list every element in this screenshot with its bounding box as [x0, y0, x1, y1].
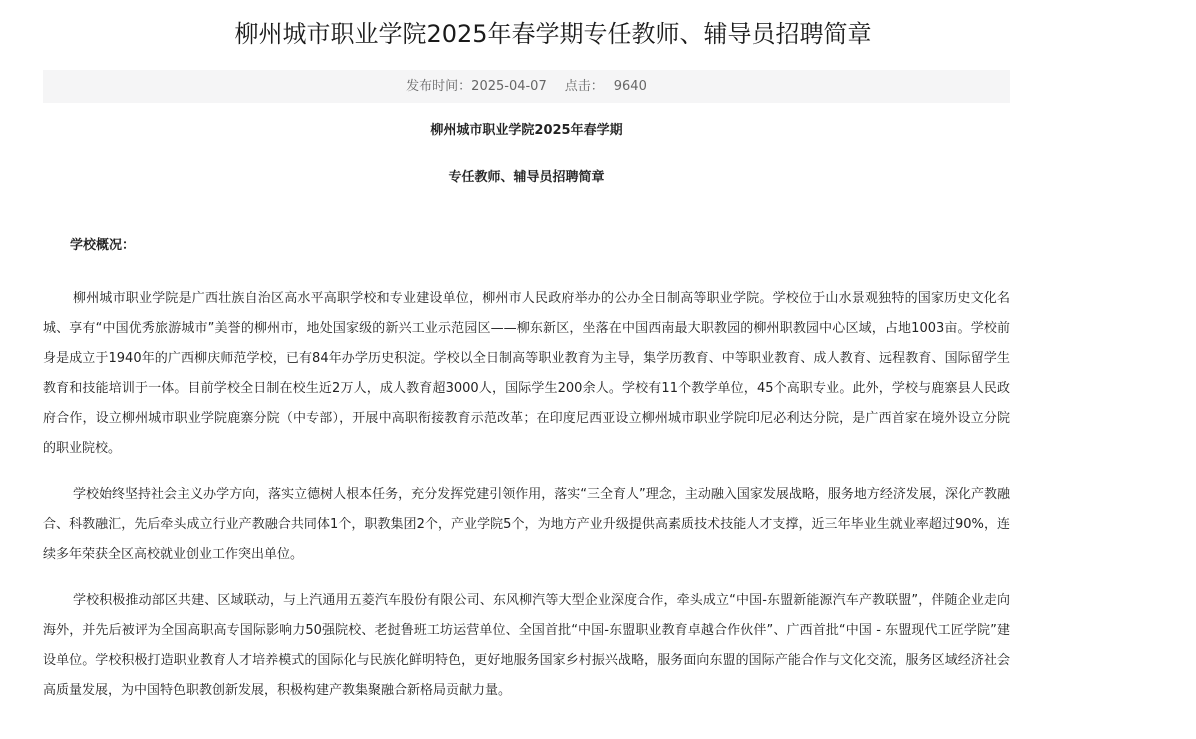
- article-subtitle-line2: 专任教师、辅导员招聘简章: [448, 170, 605, 185]
- article-title: 柳州城市职业学院2025年春学期专任教师、辅导员招聘简章: [234, 20, 872, 48]
- paragraph-school-intro: 柳州城市职业学院是广西壮族自治区高水平高职学校和专业建设单位，柳州市人民政府举办的公办全日制高等职业学院。学校位于山水景观独特的国家历史文化名城、享有“中国优秀旅游城市”美誉的柳州市，地处国家级的新兴工业示范园区——柳东新区，坐落在中国西南最大职教园的柳州职教园中心区域，占地1003亩。学校前身是成立于1940年的广西柳庆师范学校，已有84年办学历史积淀。学校以全日制高等职业教育为主导，集学历教育、中等职业教育、成人教育、远程教育、国际留学生教育和技能培训于一体。目前学校全日制在校生近2万人，成人教育超3000人，国际学生200余人。学校有11个教学单位，45个高职专业。此外，学校与鹿寨县人民政府合作，设立柳州城市职业学院鹿寨分院（中专部），开展中高职衔接教育示范改革；在印度尼西亚设立柳州城市职业学院印尼必利达分院，是广西首家在境外设立分院的职业院校。: [43, 291, 1010, 456]
- views-label: 点击：: [564, 79, 604, 94]
- article-body: [43, 116, 1010, 722]
- article-meta-bar: [43, 70, 1010, 103]
- paragraph-school-cooperation: 学校积极推动部区共建、区域联动，与上汽通用五菱汽车股份有限公司、东风柳汽等大型企业深度合作，牵头成立“中国-东盟新能源汽车产教联盟”，伴随企业走向海外，并先后被评为全国高职高专国际影响力50强院校、老挝鲁班工坊运营单位、全国首批“中国-东盟职业教育卓越合作伙伴”、广西首批“中国 - 东盟现代工匠学院”建设单位。学校积极打造职业教育人才培养模式的国际化与民族化鲜明特色，更好地服务国家乡村振兴战略，服务面向东盟的国际产能合作与文化交流，服务区域经济社会高质量发展，为中国特色职教创新发展，积极构建产教集聚融合新格局贡献力量。: [43, 593, 1010, 698]
- article-subtitle-line1: 柳州城市职业学院2025年春学期: [430, 123, 623, 138]
- published-date: 2025-04-07: [471, 79, 547, 94]
- section-heading-school-overview: 学校概况：: [70, 238, 136, 253]
- published-label: 发布时间：: [406, 79, 472, 94]
- paragraph-school-mission: 学校始终坚持社会主义办学方向，落实立德树人根本任务，充分发挥党建引领作用，落实“三全育人”理念，主动融入国家发展战略，服务地方经济发展，深化产教融合、科教融汇，先后牵头成立行业产教融合共同体1个，职教集团2个，产业学院5个，为地方产业升级提供高素质技术技能人才支撑，近三年毕业生就业率超过90%，连续多年荣获全区高校就业创业工作突出单位。: [43, 487, 1010, 562]
- views-count: 9640: [613, 79, 647, 94]
